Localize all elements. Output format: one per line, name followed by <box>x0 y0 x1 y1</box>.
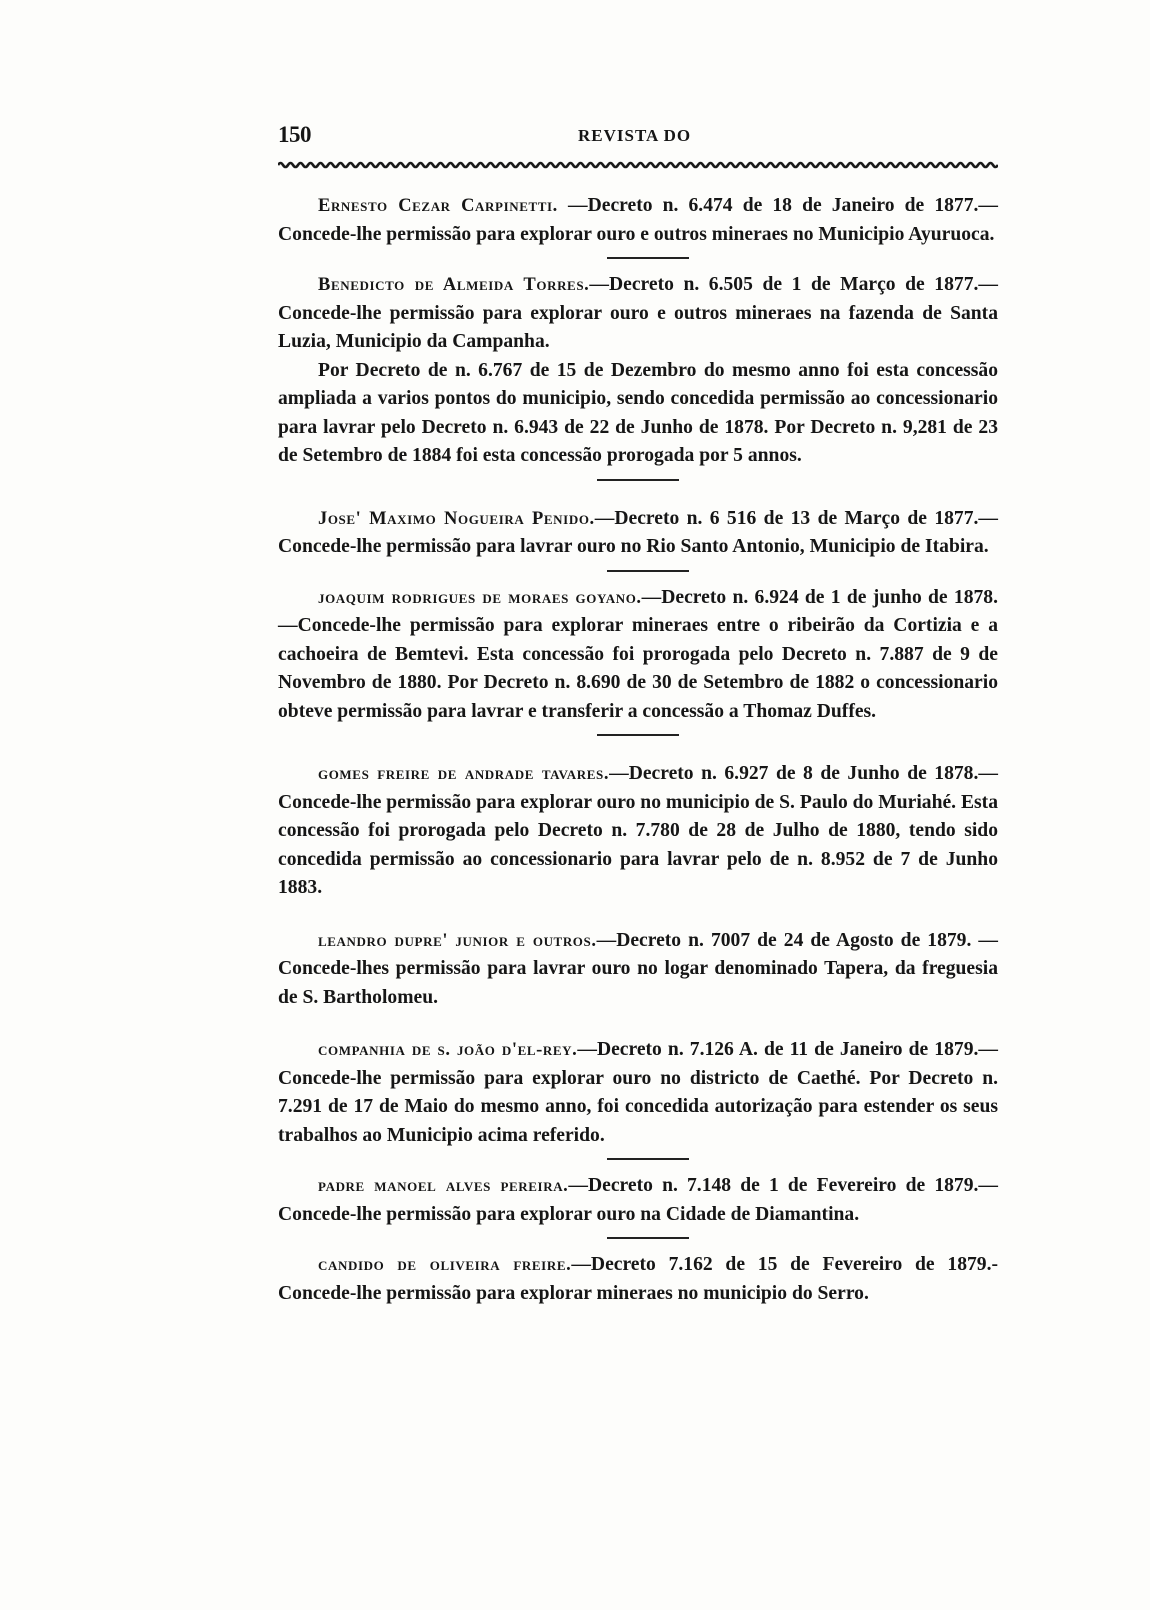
entry-name: Benedicto de Almeida Torres. <box>318 275 590 295</box>
page-content <box>278 192 998 1308</box>
entry-jose-penido <box>278 505 998 562</box>
entry-candido-freire <box>278 1251 998 1308</box>
entry-continuation: Por Decreto de n. 6.767 de 15 de Dezembro do mesmo anno foi esta concessão ampliada a varios pontos do municipio, sendo concedida permissão ao concessionario para lavrar pelo Decreto n. 6.943 de 22 de Junho de 1878. Por Decreto n. 9,281 de 23 de Setembro de 1884 foi esta concessão prorogada por 5 annos. <box>278 359 998 466</box>
entry-name: companhia de s. joão d'el-rey. <box>318 1040 578 1060</box>
page-number: 150 <box>278 122 311 147</box>
entry-name: padre manoel alves pereira. <box>318 1176 569 1196</box>
entry-text: —Decreto 7.162 de 15 de Fevereiro de 1879.- Concede-lhe permissão para explorar mineraes no municipio do Serro. <box>278 1254 999 1304</box>
entry-text: —Decreto n. 6.505 de 1 de Março de 1877.—Concede-lhe permissão para explorar ouro e outros mineraes na fazenda de Santa Luzia, Municipio da Campanha. <box>278 274 998 352</box>
entry-text: —Decreto n. 6.927 de 8 de Junho de 1878.—Concede-lhe permissão para explorar ouro no municipio de S. Paulo do Muriahé. Esta concessão foi prorogada pelo Decreto n. 7.780 de 28 de Julho de 1880, tendo sido concedida permissão ao concessionario para lavrar pelo de n. 8.952 de 7 de Junho 1883. <box>278 763 998 898</box>
entry-ernesto-carpinetti <box>278 192 998 249</box>
entry-name: gomes freire de andrade tavares. <box>318 764 610 784</box>
wavy-header-rule <box>278 161 998 169</box>
entry-name: candido de oliveira freire. <box>318 1255 572 1275</box>
entry-text: —Decreto n. 7007 de 24 de Agosto de 1879. —Concede-lhes permissão para lavrar ouro no logar denominado Tapera, da freguesia de S. Bartholomeu. <box>278 929 999 1008</box>
running-head: REVISTA DO <box>578 126 692 145</box>
separator-rule <box>597 734 679 736</box>
entry-text: —Decreto n. 6 516 de 13 de Março de 1877.—Concede-lhe permissão para lavrar ouro no Rio Santo Antonio, Municipio de Itabira. <box>278 507 998 557</box>
entry-companhia-joao-del-rey <box>278 1036 998 1150</box>
entry-name: Ernesto Cezar Carpinetti. <box>318 196 558 216</box>
entry-padre-manoel-pereira <box>278 1172 998 1229</box>
separator-rule <box>607 570 689 572</box>
entry-text: —Decreto n. 6.924 de 1 de junho de 1878.—Concede-lhe permissão para explorar mineraes entre o ribeirão da Cortizia e a cachoeira de Bemtevi. Esta concessão foi prorogada pelo Decreto n. 7.887 de 9 de Novembro de 1880. Por Decreto n. 8.690 de 30 de Setembro de 1882 o concessionario obteve permissão para lavrar e transferir a concessão a Thomaz Duffes. <box>278 586 998 722</box>
entry-leandro-dupre <box>278 927 998 1013</box>
entry-joaquim-goyano <box>278 584 998 727</box>
entry-name: leandro dupre' junior e outros. <box>318 930 597 951</box>
separator-rule <box>607 1158 689 1160</box>
separator-rule <box>607 257 689 259</box>
separator-rule <box>607 1237 689 1239</box>
entry-gomes-tavares <box>278 760 998 903</box>
page-header <box>278 118 998 156</box>
document-page <box>278 118 998 1308</box>
entry-name: joaquim rodrigues de moraes goyano. <box>318 587 642 608</box>
entry-benedicto-torres <box>278 271 998 357</box>
entry-text: —Decreto n. 6.474 de 18 de Janeiro de 1877.—Concede-lhe permissão para explorar ouro e outros mineraes no Municipio Ayuruoca. <box>278 195 999 245</box>
entry-text: —Decreto n. 7.126 A. de 11 de Janeiro de 1879.—Concede-lhe permissão para explorar ouro no districto de Caethé. Por Decreto n. 7.291 de 17 de Maio do mesmo anno, foi concedida autorização para estender os seus trabalhos ao Municipio acima referido. <box>278 1039 998 1146</box>
entry-text: —Decreto n. 7.148 de 1 de Fevereiro de 1879.—Concede-lhe permissão para explorar ouro na Cidade de Diamantina. <box>278 1175 998 1225</box>
separator-rule <box>597 479 679 481</box>
entry-name: Jose' Maximo Nogueira Penido. <box>318 508 595 529</box>
